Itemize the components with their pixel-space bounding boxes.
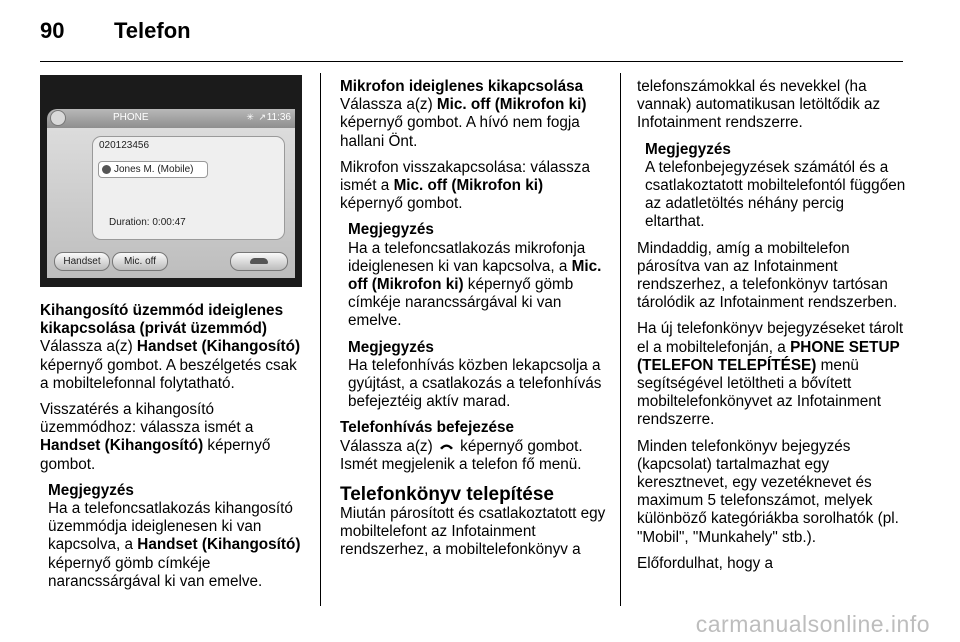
paragraph: Válassza a(z) Mic. off (Mikrofon ki) képernyő gombot. A hívó nem fogja hallani Önt. [340,96,587,150]
duration-value: 0:00:47 [152,217,186,228]
paragraph: Visszatérés a kihangosító üzemmódhoz: válassza ismét a Handset (Kihangosító) képernyő gombot. [40,401,271,473]
paragraph: telefonszámokkal és nevekkel (ha vannak) automatikusan letöltődik az Infotainment rendszerre. [637,78,881,132]
screen-title-bar [47,109,295,128]
header-rule [40,61,903,62]
paragraph: Mindaddig, amíg a mobiltelefon párosítva van az Infotainment rendszerhez, a telefonkönyv tartósan tárolódik az Infotainment rendszerben. [637,239,898,312]
note: Megjegyzés Ha a telefoncsatlakozás mikrofonja ideiglenesen ki van kapcsolva, a Mic. off (Mikrofon ki) képernyő gömb címkéje narancssárgával ki van emelve. [340,221,610,330]
mic-off-button: Mic. off [112,252,168,271]
paragraph: Válassza a(z) képernyő gombot. Ismét megjelenik a telefon fő menü. [340,437,583,473]
watermark: carmanualsonline.info [695,611,930,637]
column-divider [620,73,621,606]
section-heading-phonebook: Telefonkönyv telepítése [340,484,554,506]
call-info-panel [92,136,285,240]
column-2 [340,78,610,568]
duration-label: Duration: [109,217,150,228]
note: Megjegyzés A telefonbejegyzések számától és a csatlakoztatott mobiltelefontól függően az adatletöltés néhány percig eltarthat. [645,140,906,231]
note-heading: Megjegyzés [348,221,434,239]
screen-time: 11:36 [266,112,291,123]
column-divider [320,73,321,606]
note-heading: Megjegyzés [48,481,134,499]
paragraph: Miután párosított és csatlakoztatott egy mobiltelefont az Infotainment rendszerhez, a mobiltelefonkönyv a [340,505,606,559]
column-3 [637,78,907,581]
note-heading: Megjegyzés [645,140,731,158]
contact-name: Jones M. (Mobile) [114,164,194,175]
page-title: Telefon [114,18,191,43]
page-header [40,18,920,58]
paragraph: Minden telefonkönyv bejegyzés (kapcsolat) tartalmazhat egy keresztnevet, egy vezetéknevet és maximum 5 telefonszámot, melyek különböző kategóriákba sorolhatók (pl. "Mobil", "Munkahely" stb.). [637,437,899,546]
screen-body [47,128,295,278]
section-heading-private-mode: Kihangosító üzemmód ideiglenes kikapcsolása (privát üzemmód) [40,302,284,338]
paragraph: Válassza a(z) Handset (Kihangosító) képernyő gombot. A beszélgetés csak a mobiltelefonnal folytatható. [40,338,301,392]
call-duration [109,217,186,228]
contact-icon [102,165,111,174]
home-icon [50,110,66,126]
hang-up-icon [250,258,268,264]
contact-field [98,161,208,178]
note-heading: Megjegyzés [348,338,434,356]
dialed-number: 020123456 [99,140,150,151]
hang-up-button [230,252,288,271]
column-1 [40,302,308,599]
screen-title: PHONE [113,112,149,123]
paragraph: Ha új telefonkönyv bejegyzéseket tárolt el a mobiltelefonján, a PHONE SETUP (TELEFON TELEPÍTÉSE) menü segítségével letöltheti a bővített mobiltelefonkönyvet az Infotainment rendszerre. [637,320,904,429]
paragraph: Mikrofon visszakapcsolása: válassza ismét a Mic. off (Mikrofon ki) képernyő gombot. [340,158,590,213]
note: Megjegyzés Ha telefonhívás közben lekapcsolja a gyújtást, a csatlakozás a telefonhívás befejeztéig aktív marad. [340,339,610,412]
handset-button: Handset [54,252,110,271]
phone-screen-figure [40,75,302,287]
page-number: 90 [40,18,65,43]
paragraph: Előfordulhat, hogy a [637,554,774,572]
status-icons: ✳ ↗ [246,112,267,122]
hang-up-icon [439,443,454,450]
note: Megjegyzés Ha a telefoncsatlakozás kihangosító üzemmódja ideiglenesen ki van kapcsolva, a Handset (Kihangosító) képernyő gömb címkéje narancssárgával ki van emelve. [40,482,308,591]
section-heading-end-call: Telefonhívás befejezése [340,419,515,437]
section-heading-mic-off: Mikrofon ideiglenes kikapcsolása [340,78,584,95]
